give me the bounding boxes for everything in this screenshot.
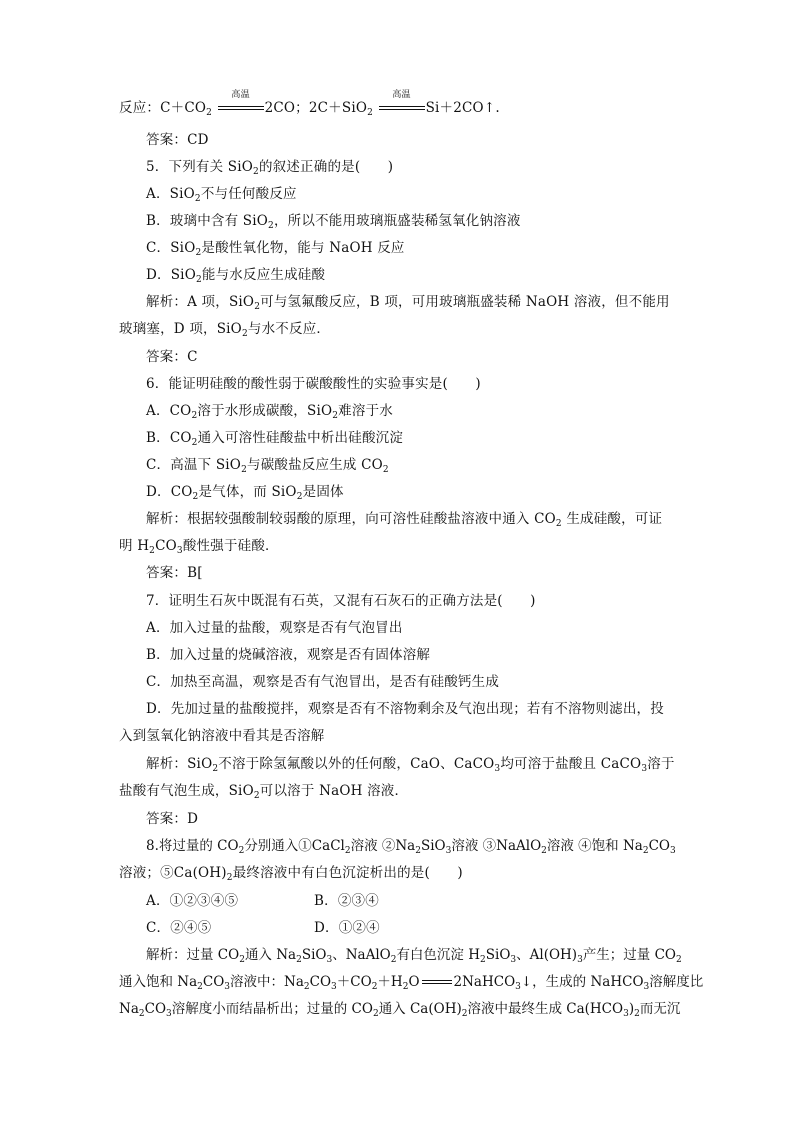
q7-explanation-cont: 盐酸有气泡生成，SiO$_2$可以溶于 NaOH 溶液． bbox=[119, 783, 409, 801]
reaction-line: 反应：$C+CO_2$ 高温 2CO；2C＋SiO$_2$ 高温 Si＋2CO↑. bbox=[119, 90, 500, 118]
answer-q6: 答案：B[ bbox=[146, 565, 203, 581]
q8-options-row-2 bbox=[146, 918, 380, 938]
q7-option-b: B．加入过量的烧碱溶液，观察是否有固体溶解 bbox=[146, 647, 431, 663]
q6-option-c: C．高温下 SiO$_2$与碳酸盐反应生成 $CO_2$ bbox=[146, 457, 389, 475]
q8-explanation-cont-2: $Na_2CO_3$溶解度小而结晶析出；过量的 $CO_2$通入 $Ca(OH)_2$溶液中最终生成 $Ca(HCO_3)_2$而无沉 bbox=[119, 1001, 681, 1019]
q5-explanation: 解析：A 项，SiO$_2$可与氢氟酸反应，B 项，可用玻璃瓶盛装稀 NaOH 溶液，但不能用 bbox=[146, 294, 670, 312]
reaction-condition: 高温 bbox=[218, 98, 264, 118]
q7-option-d-cont: 入到氢氧化钠溶液中看其是否溶解 bbox=[119, 728, 325, 744]
q8-options-row-1 bbox=[146, 891, 379, 911]
answer-q5: 答案：C bbox=[146, 349, 198, 365]
question-8-stem: 8.将过量的 $CO_2$分别通入①CaCl$_2$溶液 $②Na_2SiO_3$溶液 ③NaAlO$_2$溶液 ④饱和 $Na_2CO_3$ bbox=[146, 838, 676, 856]
reaction-condition: 高温 bbox=[379, 98, 425, 118]
answer-q7: 答案：D bbox=[146, 811, 199, 827]
q7-explanation: 解析：SiO$_2$不溶于除氢氟酸以外的任何酸，CaO、CaCO$_3$均可溶于盐酸且 CaCO$_3$溶于 bbox=[146, 756, 675, 774]
q8-option-b: B．②③④ bbox=[314, 893, 379, 909]
q8-option-c: C．②④⑤ bbox=[146, 920, 212, 936]
q6-explanation-cont: 明 $H_2CO_3$酸性强于硅酸． bbox=[119, 538, 279, 556]
q6-option-d: D．$CO_2$是气体，而 SiO$_2$是固体 bbox=[146, 484, 344, 502]
q5-option-d: D．SiO$_2$能与水反应生成硅酸 bbox=[146, 267, 326, 285]
q6-option-b: B．$CO_2$通入可溶性硅酸盐中析出硅酸沉淀 bbox=[146, 430, 404, 448]
answer-q4: 答案：CD bbox=[146, 132, 209, 148]
q5-option-b: B．玻璃中含有 SiO$_2$，所以不能用玻璃瓶盛装稀氢氧化钠溶液 bbox=[146, 213, 521, 231]
question-8-stem-cont: 溶液；$⑤Ca(OH)_2$最终溶液中有白色沉淀析出的是( ) bbox=[119, 865, 463, 883]
question-6-stem: 6．能证明硅酸的酸性弱于碳酸酸性的实验事实是( ) bbox=[146, 376, 481, 392]
q5-option-a: A．SiO$_2$不与任何酸反应 bbox=[146, 186, 297, 204]
equals-sign bbox=[420, 972, 454, 992]
q7-option-d: D．先加过量的盐酸搅拌，观察是否有不溶物剩余及气泡出现；若有不溶物则滤出，投 bbox=[146, 701, 664, 717]
question-7-stem: 7．证明生石灰中既混有石英，又混有石灰石的正确方法是( ) bbox=[146, 593, 536, 609]
q5-option-c: C．SiO$_2$是酸性氧化物，能与 NaOH 反应 bbox=[146, 240, 405, 258]
q6-option-a: A．$CO_2$溶于水形成碳酸，SiO$_2$难溶于水 bbox=[146, 403, 393, 421]
q8-option-a: A．①②③④⑤ bbox=[146, 893, 239, 909]
q6-explanation: 解析：根据较强酸制较弱酸的原理，向可溶性硅酸盐溶液中通入 $CO_2$ 生成硅酸，可证 bbox=[146, 511, 663, 529]
q7-option-c: C．加热至高温，观察是否有气泡冒出，是否有硅酸钙生成 bbox=[146, 674, 500, 690]
q8-explanation: 解析：过量 $CO_2$通入 $Na_2SiO_3$、NaAlO$_2$有白色沉淀 $H_2SiO_3$、$Al(OH)_3$产生；过量 $CO_2$ bbox=[146, 947, 682, 965]
q8-option-d: D．①②④ bbox=[314, 920, 380, 936]
q5-explanation-cont: 玻璃塞，D 项，SiO$_2$与水不反应． bbox=[119, 321, 331, 339]
question-5-stem: 5．下列有关 SiO$_2$的叙述正确的是( ) bbox=[146, 159, 394, 177]
q7-option-a: A．加入过量的盐酸，观察是否有气泡冒出 bbox=[146, 620, 403, 636]
q8-explanation-cont-1: 通入饱和 $Na_2CO_3$溶液中：$Na_2CO_3+CO_2+H_2O$ 2NaHCO$_3$↓，生成的 NaHCO$_3$溶解度比 bbox=[119, 974, 704, 992]
